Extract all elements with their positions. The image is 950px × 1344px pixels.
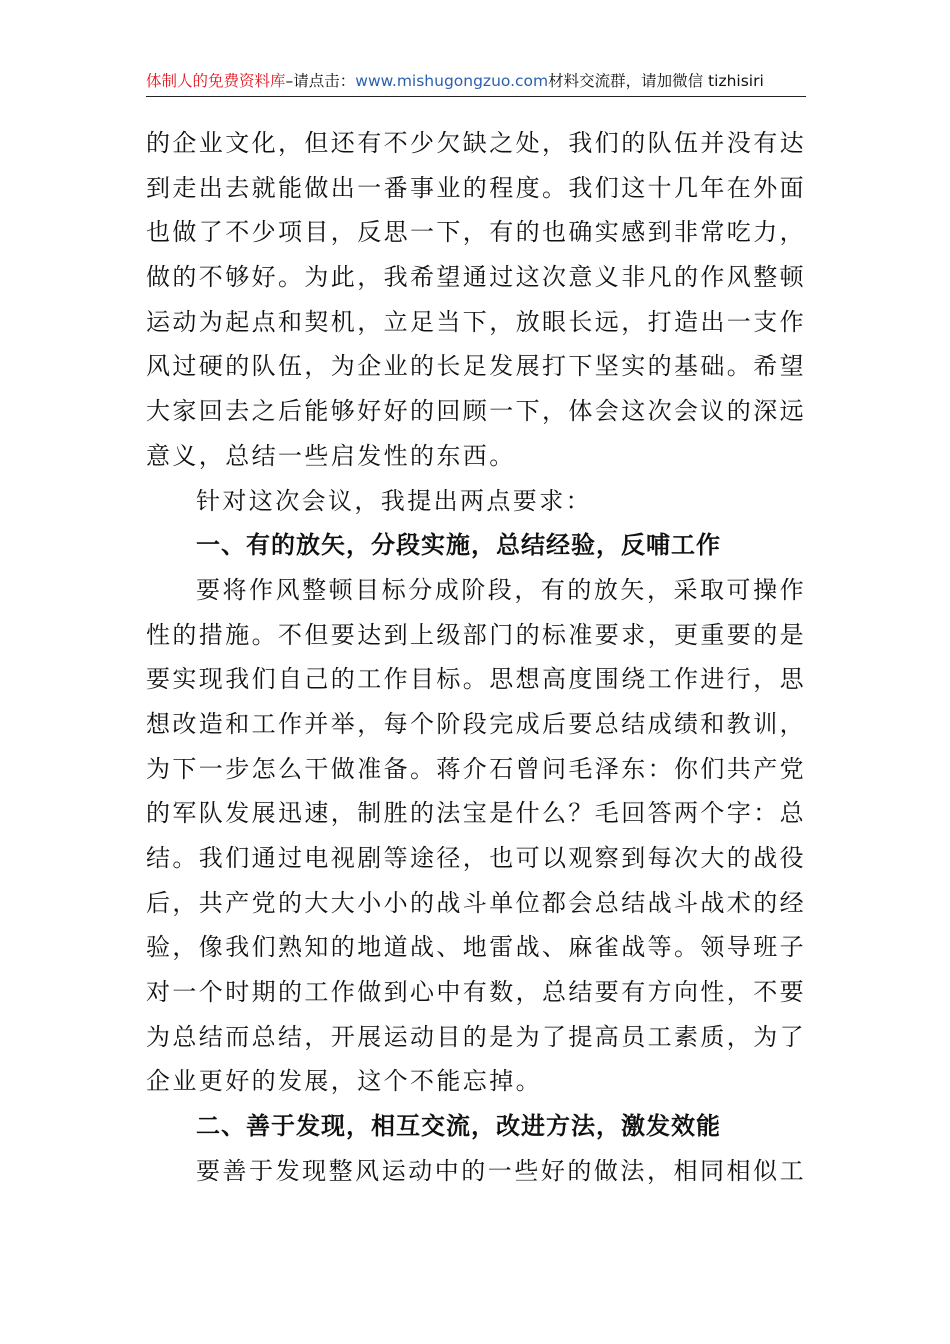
body-line: 结。我们通过电视剧等途径，也可以观察到每次大的战役 [146, 844, 806, 872]
header-link[interactable]: www.mishugongzuo.com [355, 72, 549, 90]
body-line: 为下一步怎么干做准备。蒋介石曾问毛泽东：你们共产党 [146, 754, 806, 783]
body-line: 大家回去之后能够好好的回顾一下，体会这次会议的深远 [146, 397, 806, 426]
page-header [146, 70, 806, 97]
body-line: 运动为起点和契机，立足当下，放眼长远，打造出一支作 [146, 307, 806, 336]
body-line: 的军队发展迅速，制胜的法宝是什么？毛回答两个字：总 [146, 799, 806, 828]
section-heading: 二、善于发现，相互交流，改进方法，激发效能 [196, 1112, 721, 1141]
body-line: 针对这次会议，我提出两点要求： [196, 486, 592, 515]
header-brand: 体制人的免费资料库 [146, 72, 286, 90]
body-line: 企业更好的发展，这个不能忘掉。 [146, 1067, 542, 1096]
body-line: 要实现我们自己的工作目标。思想高度围绕工作进行，思 [146, 665, 806, 694]
body-line: 做的不够好。为此，我希望通过这次意义非凡的作风整顿 [146, 263, 806, 292]
body-line: 的企业文化，但还有不少欠缺之处，我们的队伍并没有达 [146, 129, 806, 157]
body-line: 想改造和工作并举，每个阶段完成后要总结成绩和教训， [146, 709, 806, 738]
header-contact: 材料交流群，请加微信 tizhisiri [548, 72, 764, 90]
document-body [146, 121, 806, 1194]
body-line: 要善于发现整风运动中的一些好的做法，相同相似工 [196, 1156, 806, 1185]
header-prompt: –请点击： [285, 72, 356, 90]
body-line: 验，像我们熟知的地道战、地雷战、麻雀战等。领导班子 [146, 933, 806, 962]
body-line: 到走出去就能做出一番事业的程度。我们这十几年在外面 [146, 173, 806, 202]
body-line: 为总结而总结，开展运动目的是为了提高员工素质，为了 [146, 1022, 806, 1051]
body-line: 风过硬的队伍，为企业的长足发展打下坚实的基础。希望 [146, 352, 806, 381]
body-line: 性的措施。不但要达到上级部门的标准要求，更重要的是 [146, 620, 806, 649]
section-heading: 一、有的放矢，分段实施，总结经验，反哺工作 [196, 531, 721, 560]
body-line: 后，共产党的大大小小的战斗单位都会总结战斗战术的经 [146, 888, 806, 917]
body-line: 意义，总结一些启发性的东西。 [146, 441, 516, 470]
body-line: 要将作风整顿目标分成阶段，有的放矢，采取可操作 [196, 575, 806, 604]
body-line: 也做了不少项目，反思一下，有的也确实感到非常吃力， [146, 218, 806, 247]
body-line: 对一个时期的工作做到心中有数，总结要有方向性，不要 [146, 978, 806, 1007]
